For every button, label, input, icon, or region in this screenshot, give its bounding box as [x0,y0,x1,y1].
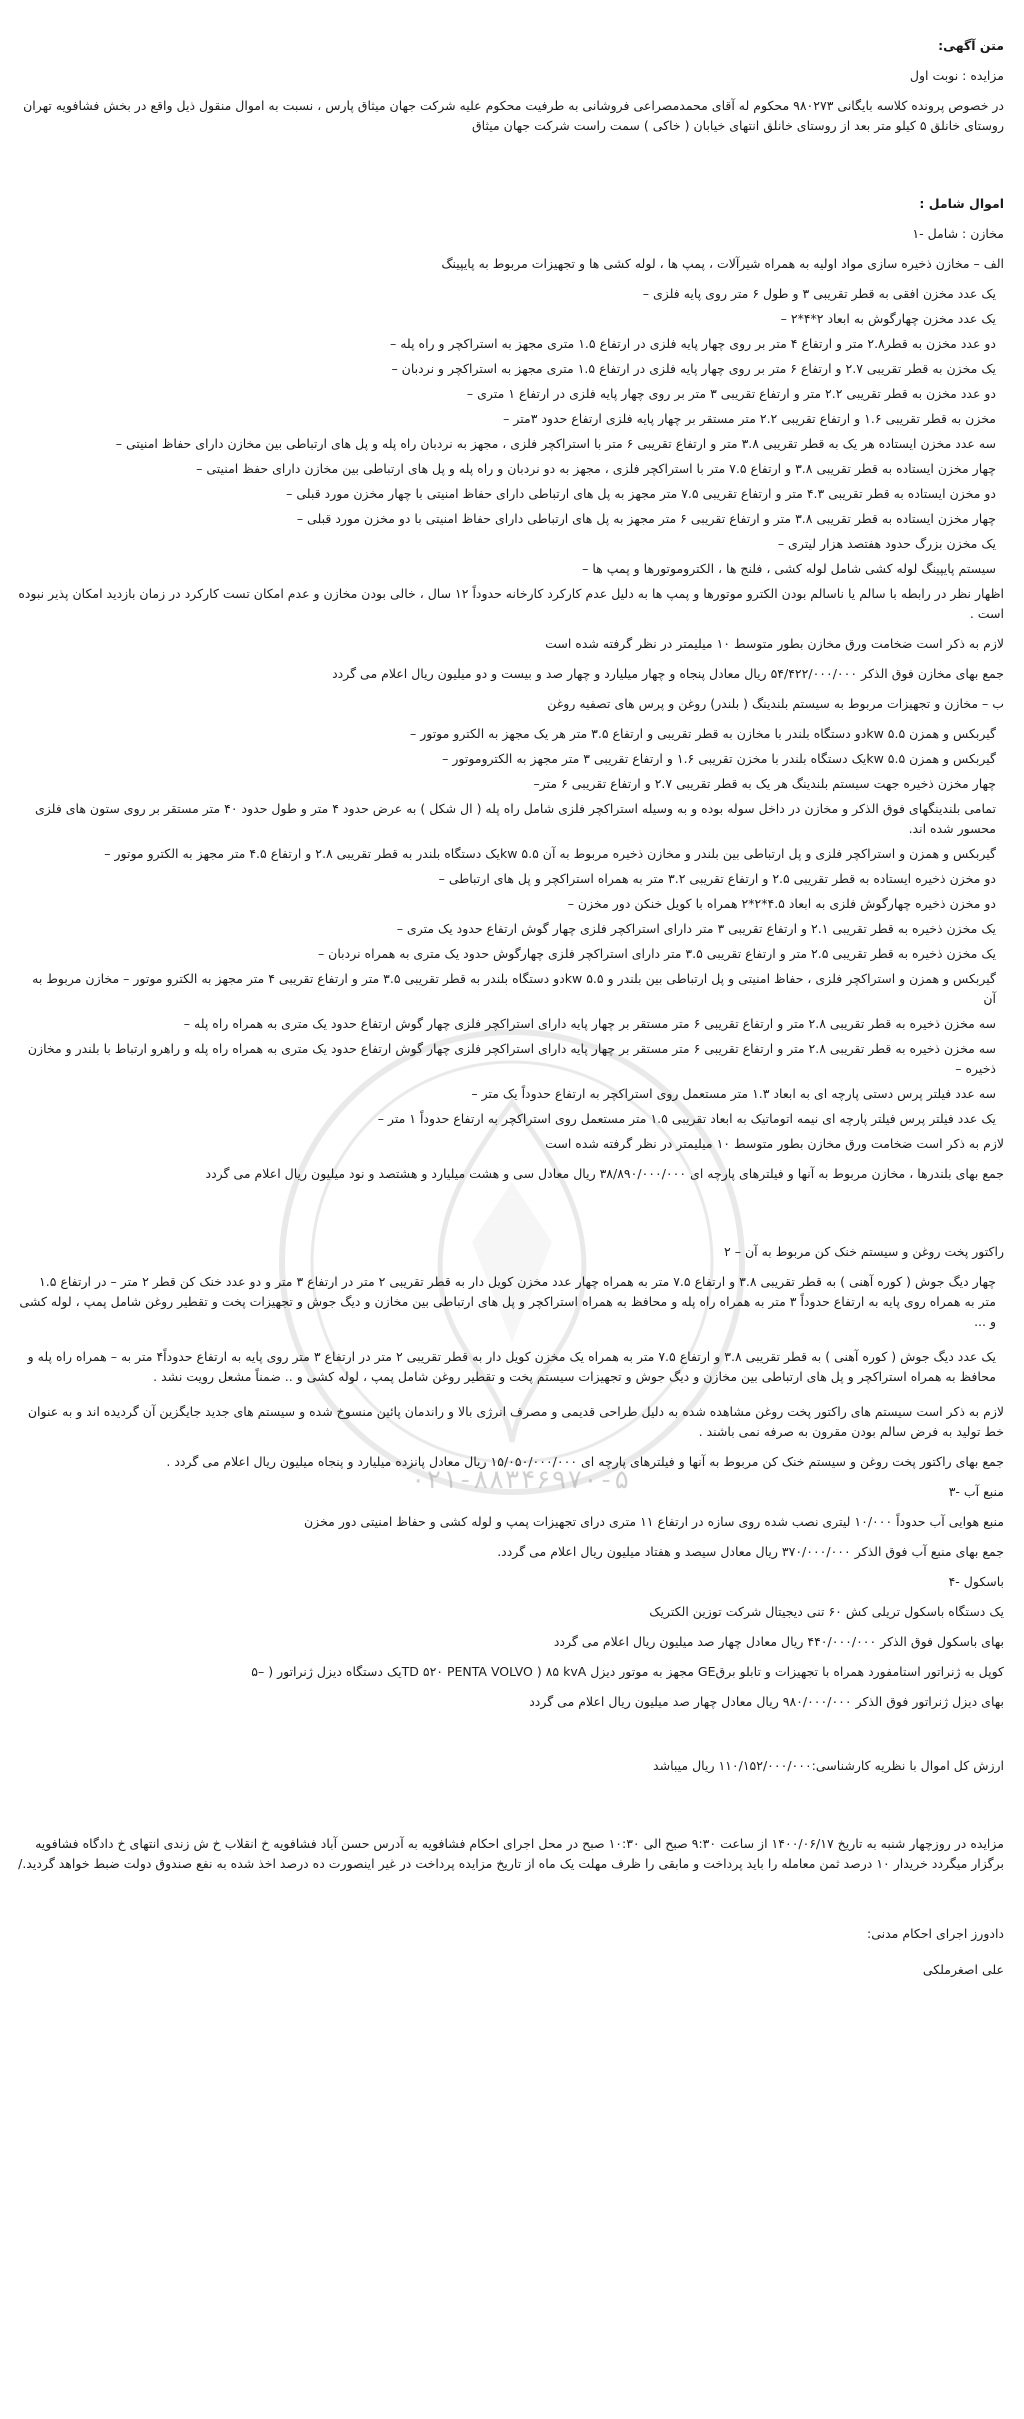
list-item: سه عدد فیلتر پرس دستی پارچه ای به ابعاد ۱.۳ متر مستعمل روی استراکچر به ارتفاع حدوداً یک متر – [471,1086,996,1101]
reactor-item: یک عدد دیگ جوش ( کوره آهنی ) به قطر تقریبی ۳.۸ و ارتفاع ۷.۵ متر به همراه یک مخزن کویل دار به قطر تقریبی ۲ متر در ارتفاع ۳ متر روی پایه به ارتفاع حدوداً۴ متر به – همراه راه پله و محافظ به همراه استراکچر و پل های ارتباطی بین مخازن و دیگ جوش و تجهیزات سیستم پخت و تقطیر روغن شامل پمپ ، لوله کشی و .. ضمناً مشعل رویت نشد . [27,1349,996,1384]
list-item: مخزن به قطر تقریبی ۱.۶ و ارتفاع تقریبی ۲.۲ متر مستقر بر چهار پایه فلزی ارتفاع حدود ۳متر – [503,411,996,426]
group-a-title: الف – مخازن ذخیره سازی مواد اولیه به همراه شیرآلات ، پمپ ها ، لوله کشی ها و تجهیزات مربوط به پایپینگ [441,256,1004,271]
water-title: منبع آب -۳ [948,1484,1004,1499]
group-a-list [18,284,1004,579]
group-a-thickness: لازم به ذکر است ضخامت ورق مخازن بطور متوسط ۱۰ میلیمتر در نظر گرفته شده است [545,636,1004,651]
list-item: یک عدد مخزن افقی به قطر تقریبی ۳ و طول ۶ متر روی پایه فلزی – [642,286,996,301]
group-b-price: جمع بهای بلندرها ، مخازن مربوط به آنها و فیلترهای پارچه ای ۳۸/۸۹۰/۰۰۰/۰۰۰ ریال معادل سی و هشت میلیارد و هشتصد و نود میلیون ریال اعلام می گردد [205,1166,1004,1181]
water-price: جمع بهای منبع آب فوق الذکر ۳۷۰/۰۰۰/۰۰۰ ریال معادل سیصد و هفتاد میلیون ریال اعلام می گردد. [497,1544,1004,1559]
list-item: سه عدد مخزن ایستاده هر یک به قطر تقریبی ۳.۸ متر و ارتفاع تقریبی ۶ متر با استراکچر فلزی ، مجهز به نردبان راه پله و پل های ارتباطی بین مخازن دارای حفاظ امنیتی – [115,436,996,451]
list-item: دو مخزن ذخیره ایستاده به قطر تقریبی ۲.۵ و ارتفاع تقریبی ۳.۲ متر به همراه استراکچر و پل های ارتباطی – [438,871,996,886]
list-item: دو عدد مخزن به قطر۲.۸ متر و ارتفاع ۴ متر بر روی چهار پایه فلزی در ارتفاع ۱.۵ متری مجهز به استراکچر و راه پله – [390,336,996,351]
list-item: یک مخزن ذخیره به قطر تقریبی ۲.۵ متر و ارتفاع تقریبی ۳.۵ متر دارای استراکچر فلزی چهارگوش حدود یک متری به همراه نردبان – [317,946,996,961]
tanks-heading: مخازن : شامل -۱ [912,226,1004,241]
list-item: چهار مخزن ایستاده به قطر تقریبی ۳.۸ و ارتفاع ۷.۵ متر با استراکچر فلزی ، مجهز به دو نردبان و راه پله و پل های ارتباطی بین مخازن دارای حفظ امنیتی – [196,461,996,476]
reactor-price: جمع بهای راکتور پخت روغن و سیستم خنک کن مربوط به آنها و فیلترهای پارچه ای ۱۵/۰۵۰/۰۰۰/۰۰۰ ریال معادل پانزده میلیارد و پنجاه میلیون ریال اعلام می گردد . [166,1454,1004,1469]
list-item: دو مخزن ذخیره چهارگوش فلزی به ابعاد ۴.۵*۲*۲ همراه با کویل خنکن دور مخزن – [567,896,996,911]
auction-details: مزایده در روزچهار شنبه به تاریخ ۱۴۰۰/۰۶/۱۷ از ساعت ۹:۳۰ صبح الی ۱۰:۳۰ صبح در محل اجرای احکام فشافویه به آدرس حسن آباد فشافویه خ انقلاب خ ش زندی انتهای خ دادگاه فشافویه برگزار میگردد خریدار ۱۰ درصد ثمن معامله را باید پرداخت و مابقی را ظرف مهلت یک ماه از تاریخ مزایده پرداخت در غیر اینصورت ده درصد اخذ شده به نفع صندوق دولت ضبط خواهد گردید./ [18,1836,1004,1871]
reactor-title: راکتور پخت روغن و سیستم خنک کن مربوط به آن – ۲ [724,1244,1004,1259]
list-item: گیربکس و همزن و استراکچر فلزی و پل ارتباطی بین بلندر و مخازن ذخیره مربوط به آن ۵.۵ kwیک دستگاه بلندر به قطر تقریبی ۲.۸ و ارتفاع ۴.۵ متر مجهز به الکترو موتور – [104,846,996,861]
scale-desc: یک دستگاه باسکول تریلی کش ۶۰ تنی دیجیتال شرکت توزین الکتریک [649,1604,1004,1619]
list-item: گیربکس و همزن و استراکچر فلزی ، حفاظ امنیتی و پل ارتباطی بین بلندر و ۵.۵ kwدو دستگاه بلندر به قطر تقریبی ۳.۵ متر و ارتفاع تقریبی ۴ متر مجهز به الکترو موتور – مخازن مربوط به آن [32,971,996,1006]
list-item: یک مخزن ذخیره به قطر تقریبی ۲.۱ و ارتفاع تقریبی ۳ متر دارای استراکچر فلزی چهار گوش ارتفاع حدود یک متری – [396,921,996,936]
auction-round: مزایده : نوبت اول [909,68,1004,83]
reactor-note: لازم به ذکر است سیستم های راکتور پخت روغن مشاهده شده به دلیل طراحی قدیمی و مصرف انرژی بالا و راندمان پائین منسوخ شده و سیستم های جدید جایگزین آن گردیده اند و به عنوان خط تولید به فرض سالم بودن مقرون به صرفه نمی باشند . [27,1404,1004,1439]
list-item: گیربکس و همزن ۵.۵ kwیک دستگاه بلندر با مخزن تقریبی ۱.۶ و ارتفاع تقریبی ۳ متر مجهز به الکتروموتور – [442,751,996,766]
list-item: سه مخزن ذخیره به قطر تقریبی ۲.۸ متر و ارتفاع تقریبی ۶ متر مستقر بر چهار پایه دارای استراکچر فلزی چهار گوش ارتفاع حدود یک متری به همراه راه پله – [183,1016,996,1031]
generator-price: بهای دیزل ژنراتور فوق الذکر ۹۸۰/۰۰۰/۰۰۰ ریال معادل چهار صد میلیون ریال اعلام می گردد [529,1694,1004,1709]
list-item: چهار مخزن ذخیره جهت سیستم بلندینگ هر یک به قطر تقریبی ۲.۷ و ارتفاع تقریبی ۶ متر– [533,776,996,791]
intro-paragraph: در خصوص پرونده کلاسه بایگانی ۹۸۰۲۷۳ محکوم له آقای محمدمصراعی فروشانی به طرفیت محکوم علیه شرکت جهان میثاق پارس ، نسبت به اموال منقول ذیل واقع در بخش فشافویه تهران روستای خانلق ۵ کیلو متر بعد از روستای خانلق انتهای خیابان ( خاکی ) سمت راست شرکت جهان میثاق [23,98,1004,133]
group-b-title: ب – مخازن و تجهیزات مربوط به سیستم بلندینگ ( بلندر) روغن و پرس های تصفیه روغن [547,696,1004,711]
list-item: یک مخزن به قطر تقریبی ۲.۷ و ارتفاع ۶ متر بر روی چهار پایه فلزی در ارتفاع ۱.۵ متری مجهز به استراکچر و نردبان – [391,361,996,376]
list-item: یک عدد مخزن چهارگوش به ابعاد ۲*۴*۲ – [780,311,996,326]
group-b-thickness: لازم به ذکر است ضخامت ورق مخازن بطور متوسط ۱۰ میلیمتر در نظر گرفته شده است [545,1136,1004,1151]
list-item: دو مخزن ایستاده به قطر تقریبی ۴.۳ متر و ارتفاع تقریبی ۷.۵ متر مجهز به پل های ارتباطی دارای حفاظ امنیتی با چهار مخزن مورد قبلی – [286,486,996,501]
ad-text-label: متن آگهی: [938,38,1004,53]
assets-heading: اموال شامل : [919,196,1004,211]
generator-desc: کوپل به ژنراتور استامفورد همراه با تجهیزات و تابلو برقGE مجهز به موتور دیزل TD ۵۲۰ PENTA VOLVO ) ۸۵ kvAیک دستگاه دیزل ژنراتور ( –۵ [251,1664,1004,1679]
reactor-item: چهار دیگ جوش ( کوره آهنی ) به قطر تقریبی ۳.۸ و ارتفاع ۷.۵ متر به همراه چهار عدد مخزن کویل دار به قطر تقریبی ۲ متر در ارتفاع ۳ متر و دو عدد خنک کن قطر ۲ متر – در ارتفاع ۱.۵ متر به همراه روی پایه به ارتفاع حدوداً ۳ متر به همراه راه پله و محافظ به همراه استراکچر و پل های ارتباطی بین مخازن و دیگ جوش و تجهیزات پخت و تقطیر روغن شامل پمپ ، لوله کشی و ... [19,1274,996,1329]
watermark-phone: ۰۲۱-۸۸۳۴۶۹۷۰-۵ [410,1465,630,1495]
group-a-price: جمع بهای مخازن فوق الذکر ۵۴/۴۲۲/۰۰۰/۰۰۰ ریال معادل پنجاه و چهار میلیارد و چهار صد و بیست و دو میلیون ریال اعلام می گردد [332,666,1004,681]
list-item: یک مخزن بزرگ حدود هفتصد هزار لیتری – [777,536,996,551]
group-a-note: اظهار نظر در رابطه با سالم یا ناسالم بودن الکترو موتورها و پمپ ها به دلیل عدم کارکرد کارخانه حدوداً ۱۲ سال ، خالی بودن مخازن و عدم امکان تست کارکرد در زمان بازدید امکان پذیر نبوده است . [18,586,1004,621]
signature-name: علی اصغرملکی [922,1962,1004,1977]
list-item: تمامی بلندینگهای فوق الذکر و مخازن در داخل سوله بوده و به وسیله استراکچر فلزی شامل راه پله ( ال شکل ) به عرض حدود ۴ متر و طول حدود ۴۰ متر مستقر بر روی ستون های فلزی محسور شده اند. [35,801,996,836]
water-desc: منبع هوایی آب حدوداً ۱۰/۰۰۰ لیتری نصب شده روی سازه در ارتفاع ۱۱ متری درای تجهیزات پمپ و لوله کشی و حفاظ امنیتی دور مخزن [304,1514,1004,1529]
signature-role: دادورز اجرای احکام مدنی: [866,1926,1004,1941]
list-item: سیستم پایپینگ لوله کشی شامل لوله کشی ، فلنج ها ، الکتروموتورها و پمپ ها – [582,561,996,576]
list-item: سه مخزن ذخیره به قطر تقریبی ۲.۸ متر و ارتفاع تقریبی ۶ متر مستقر بر چهار پایه دارای استراکچر فلزی چهار گوش ارتفاع حدود یک متری به همراه راه پله و راهرو ارتباط با بلندر و مخازن ذخیره – [27,1041,996,1076]
scale-price: بهای باسکول فوق الذکر ۴۴۰/۰۰۰/۰۰۰ ریال معادل چهار صد میلیون ریال اعلام می گردد [553,1634,1004,1649]
total-value: ارزش کل اموال با نظریه کارشناسی:۱۱۰/۱۵۲/۰۰۰/۰۰۰ ریال میباشد [653,1758,1004,1773]
list-item: دو عدد مخزن به قطر تقریبی ۲.۲ متر و ارتفاع تقریبی ۳ متر بر روی چهار پایه فلزی در ارتفاع ۱ متری – [466,386,996,401]
group-b-list [18,724,1004,1129]
list-item: چهار مخزن ایستاده به قطر تقریبی ۳.۸ متر و ارتفاع تقریبی ۶ متر مجهز به پل های ارتباطی دارای حفاظ امنیتی با دو مخزن مورد قبلی – [296,511,996,526]
list-item: یک عدد فیلتر پرس فیلتر پارچه ای نیمه اتوماتیک به ابعاد تقریبی ۱.۵ متر مستعمل روی استراکچر به ارتفاع حدوداً ۱ متر – [377,1111,996,1126]
list-item: گیربکس و همزن ۵.۵ kwدو دستگاه بلندر با مخازن به قطر تقریبی و ارتفاع ۳.۵ متر هر یک مجهز به الکترو موتور – [409,726,996,741]
scale-title: باسکول -۴ [948,1574,1004,1589]
